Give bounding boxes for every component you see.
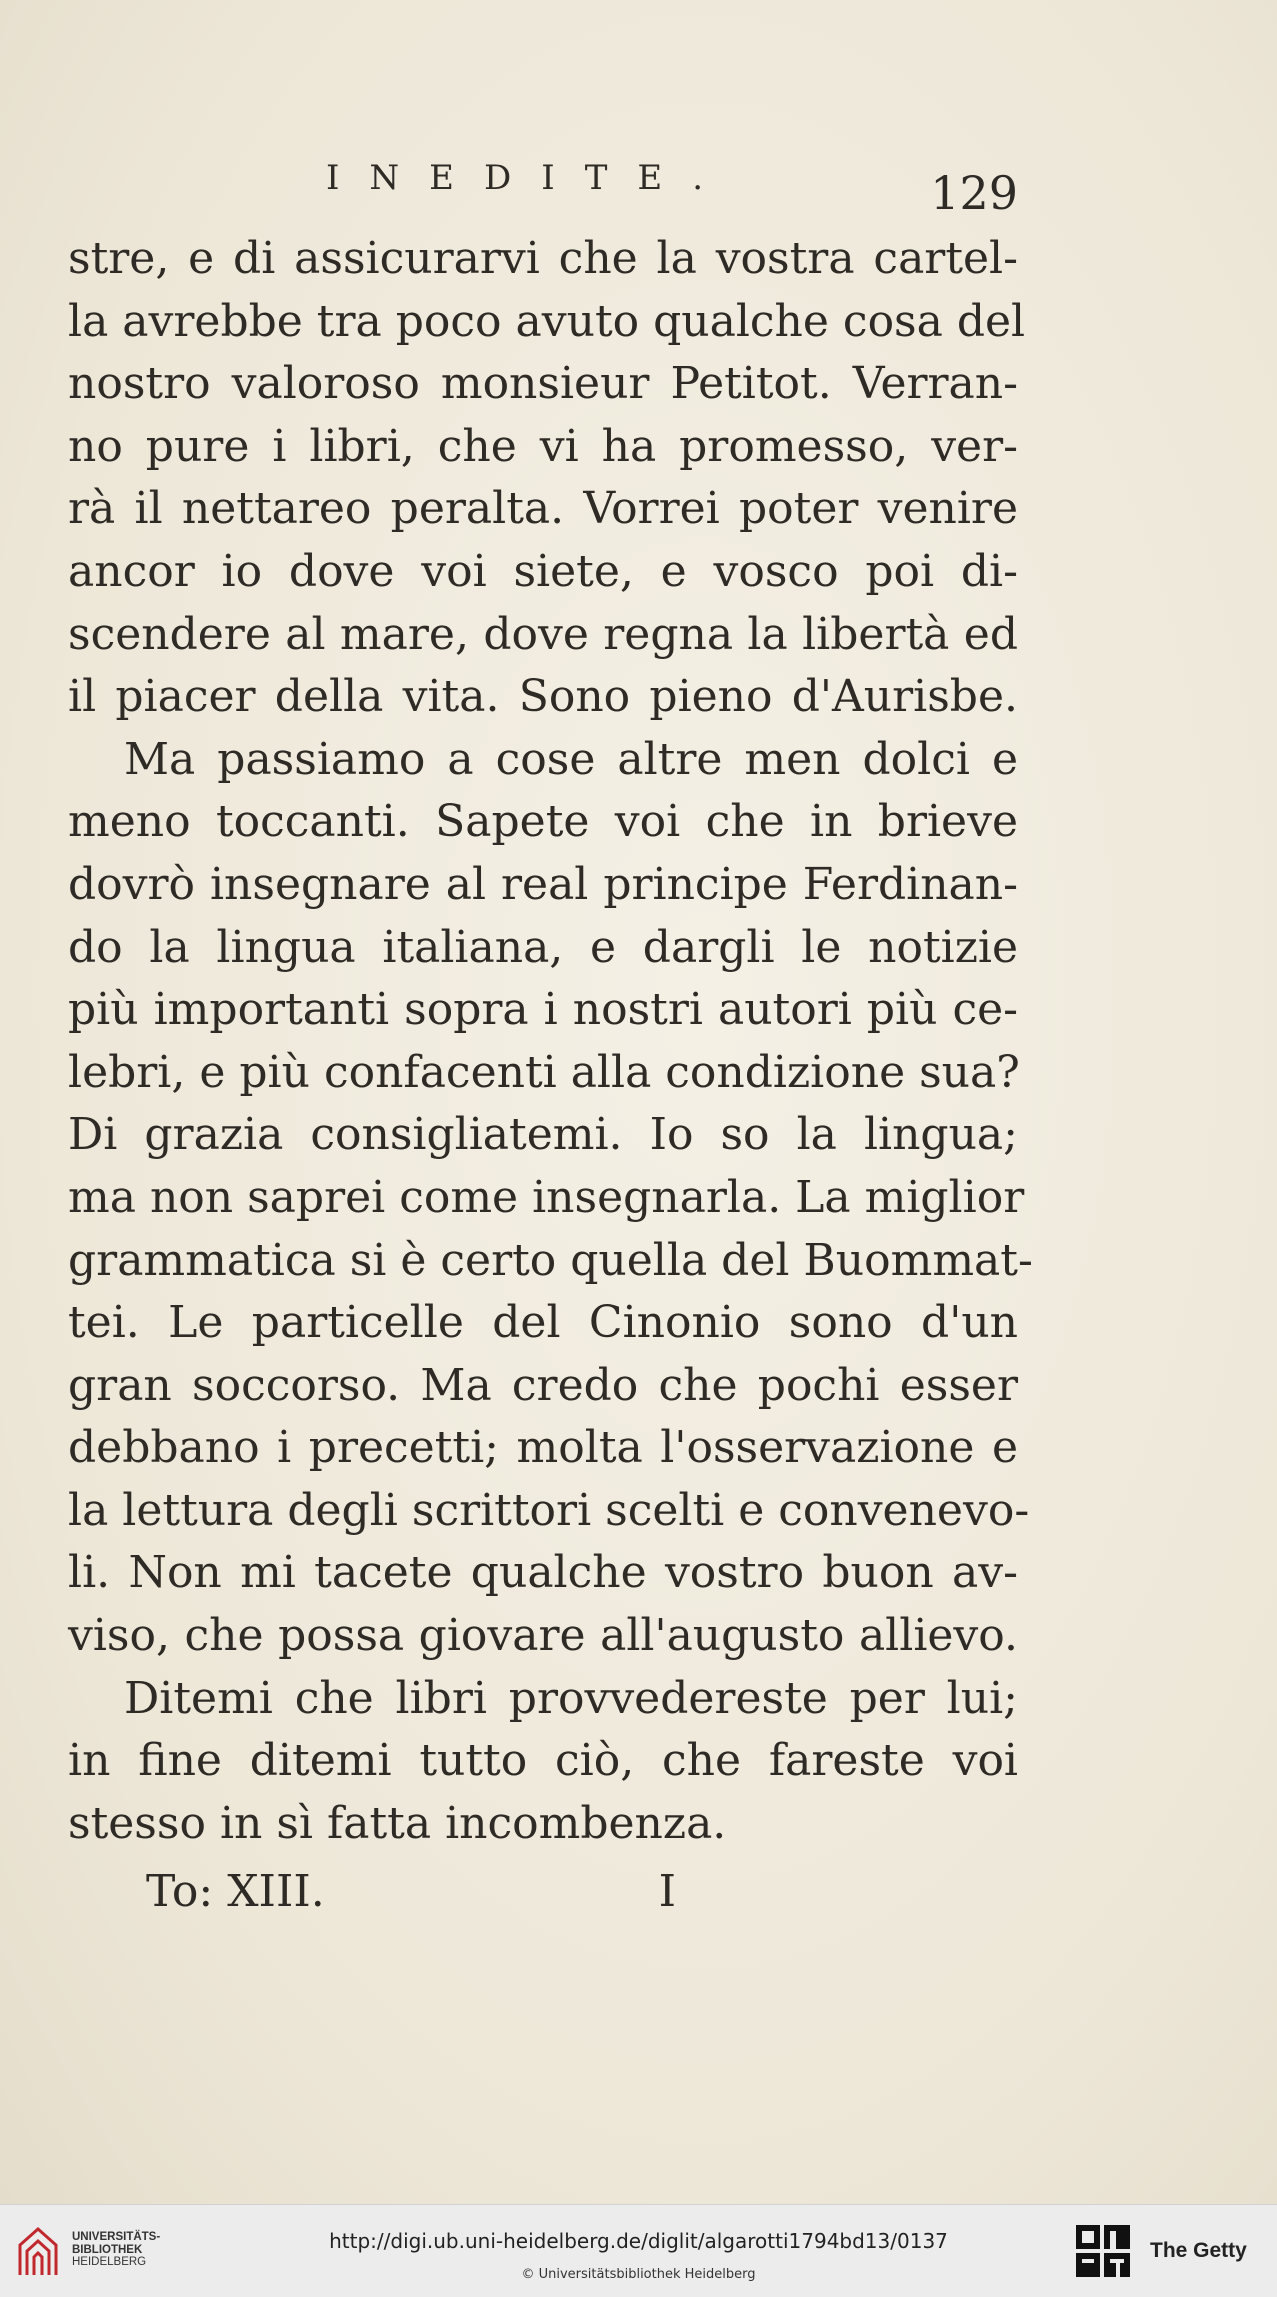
- viewer-bottom-bar: [0, 2204, 1277, 2297]
- running-head: INEDITE.: [326, 158, 733, 198]
- text-line: il piacer della vita. Sono pieno d'Aurisbe.: [68, 671, 1018, 723]
- getty-name: The Getty: [1150, 2239, 1247, 2262]
- text-line: ancor io dove voi siete, e vosco poi di-: [68, 545, 1018, 597]
- text-line: gran soccorso. Ma credo che pochi esser: [68, 1359, 1018, 1411]
- text-line: debbano i precetti; molta l'osservazione e: [68, 1422, 1018, 1474]
- getty-logo-icon[interactable]: [1074, 2223, 1132, 2279]
- text-line: la avrebbe tra poco avuto qualche cosa del: [68, 295, 1026, 347]
- text-line: la lettura degli scrittori scelti e convenevo-: [68, 1484, 1030, 1536]
- volume-mark: To: XIII.: [146, 1866, 325, 1917]
- text-line: tei. Le particelle del Cinonio sono d'un: [68, 1297, 1018, 1349]
- copyright-notice: © Universitätsbibliothek Heidelberg: [521, 2267, 756, 2282]
- text-line: lebri, e più confacenti alla condizione sua?: [68, 1046, 1020, 1098]
- text-line: grammatica si è certo quella del Buommat-: [68, 1234, 1033, 1286]
- text-line: stesso in sì fatta incombenza.: [68, 1797, 727, 1849]
- text-line: in fine ditemi tutto ciò, che fareste voi: [68, 1735, 1018, 1787]
- signature-mark: I: [658, 1866, 676, 1917]
- university-library-name: UNIVERSITÄTS- BIBLIOTHEK HEIDELBERG: [72, 2231, 161, 2268]
- text-line: stre, e di assicurarvi che la vostra cartel-: [68, 233, 1018, 284]
- text-line: li. Non mi tacete qualche vostro buon av-: [68, 1547, 1018, 1599]
- text-line: scendere al mare, dove regna la libertà ed: [68, 608, 1018, 660]
- text-line: meno toccanti. Sapete voi che in brieve: [68, 796, 1018, 848]
- text-line: dovrò insegnare al real principe Ferdinan-: [68, 858, 1018, 910]
- text-line: do la lingua italiana, e dargli le notizie: [68, 921, 1018, 973]
- text-line: nostro valoroso monsieur Petitot. Verran-: [68, 358, 1018, 410]
- text-line: più importanti sopra i nostri autori più ce-: [68, 984, 1018, 1036]
- text-line: viso, che possa giovare all'augusto allievo.: [68, 1610, 1018, 1662]
- text-line: ma non saprei come insegnarla. La miglior: [68, 1171, 1025, 1223]
- page-header: [68, 158, 1018, 218]
- text-line: Ditemi che libri provvedereste per lui;: [124, 1672, 1018, 1724]
- body-text: [68, 228, 1033, 1855]
- page-number: 129: [930, 166, 1018, 220]
- text-line: Di grazia consigliatemi. Io so la lingua;: [68, 1109, 1018, 1161]
- text-line: rà il nettareo peralta. Vorrei poter venire: [68, 483, 1018, 535]
- text-line: Ma passiamo a cose altre men dolci e: [124, 733, 1018, 785]
- page-footer: [146, 1866, 676, 1917]
- permalink-url[interactable]: http://digi.ub.uni-heidelberg.de/diglit/algarotti1794bd13/0137: [329, 2229, 948, 2253]
- text-line: no pure i libri, che vi ha promesso, ver-: [68, 420, 1018, 472]
